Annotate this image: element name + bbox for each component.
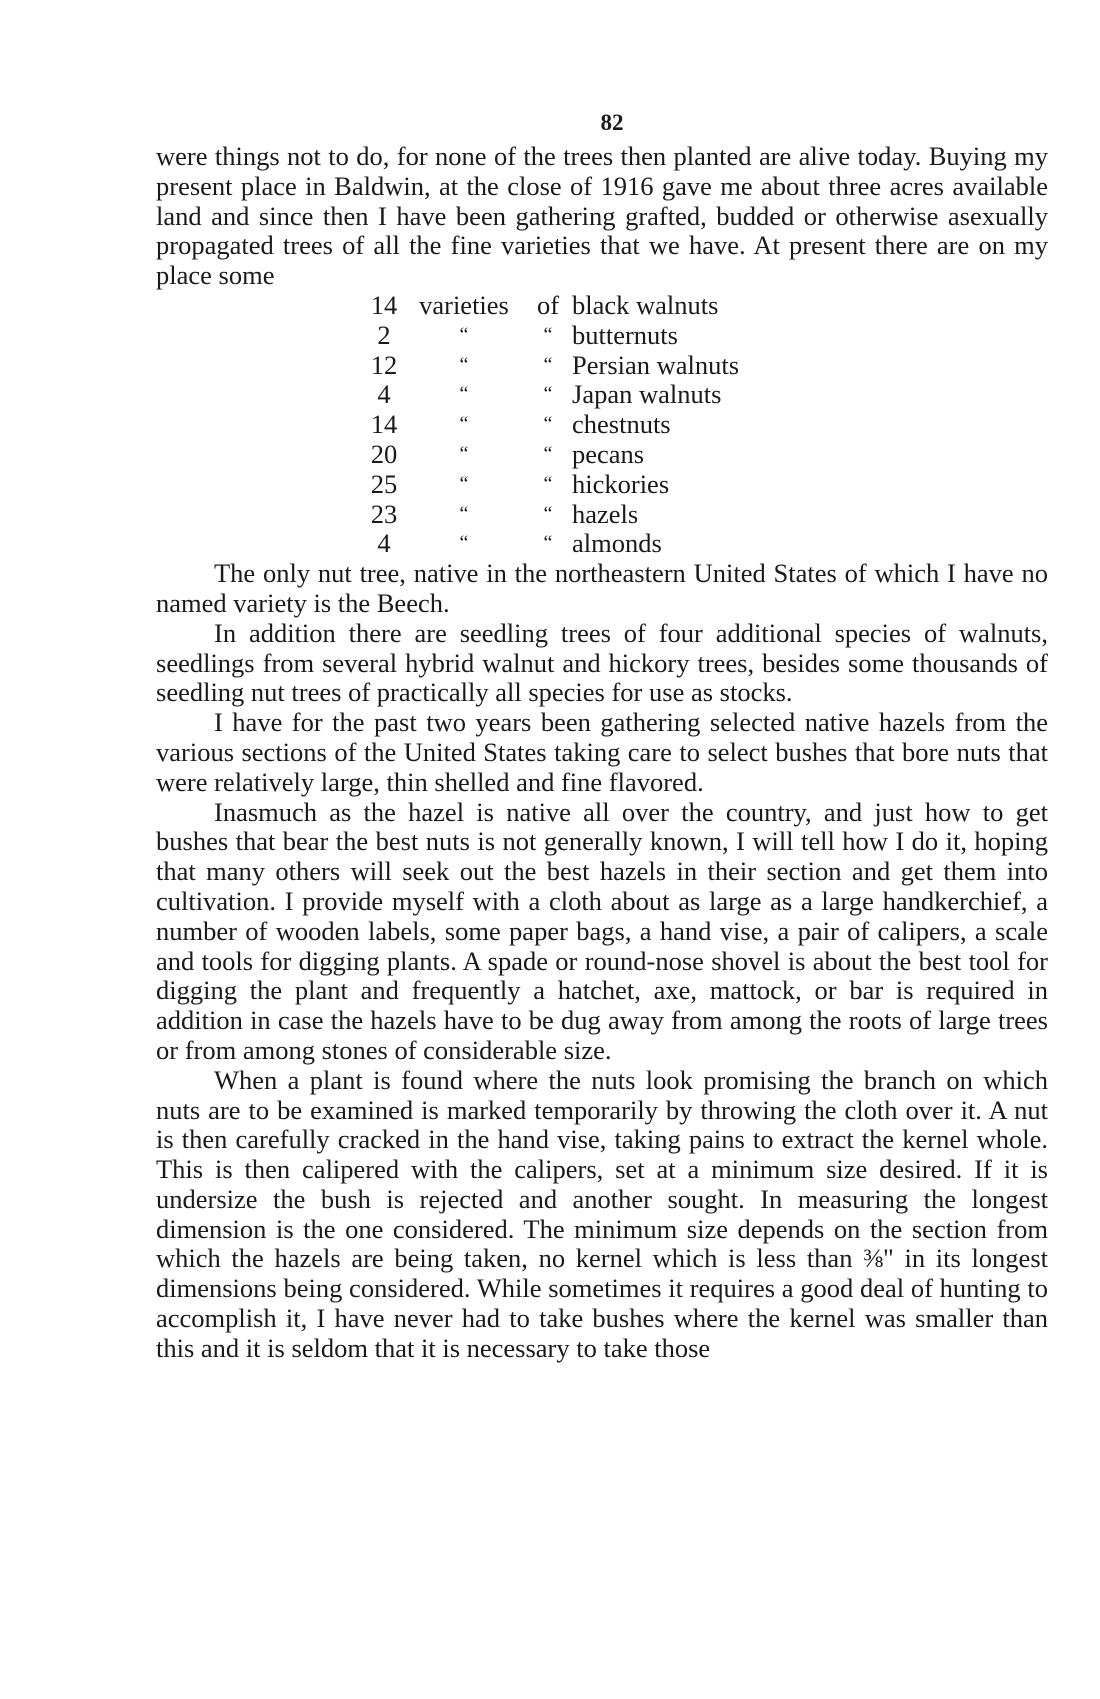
variety-row bbox=[364, 470, 1048, 500]
ditto-mark: “ bbox=[459, 353, 469, 376]
ditto-mark: “ bbox=[543, 532, 553, 555]
variety-name: hazels bbox=[572, 498, 639, 529]
ditto-mark: “ bbox=[459, 502, 469, 525]
ditto-mark: “ bbox=[543, 323, 553, 346]
ditto-mark: “ bbox=[459, 472, 469, 495]
variety-count: 23 bbox=[370, 498, 398, 529]
paragraph-beech: The only nut tree, native in the northeastern United States of which I have no named variety is the Beech. bbox=[156, 558, 1048, 618]
ditto-mark: “ bbox=[543, 413, 553, 436]
variety-row bbox=[364, 351, 1048, 381]
ditto-mark: “ bbox=[459, 442, 469, 465]
variety-word: varieties bbox=[419, 289, 509, 320]
ditto-mark: “ bbox=[543, 383, 553, 406]
document-page bbox=[156, 110, 1048, 1364]
intro-paragraph: were things not to do, for none of the trees then planted are alive today. Buying my present place in Baldwin, at the close of 1916 gave me about three acres available land and since then I have been gathering grafted, budded or otherwise asexually propagated trees of all the fine varieties that we have. At present there are on my place some bbox=[156, 141, 1048, 291]
variety-name: chestnuts bbox=[572, 409, 671, 440]
paragraph-seedlings: In addition there are seedling trees of four additional species of walnuts, seedlings from several hybrid walnut and hickory trees, besides some thousands of seedling nut trees of practically all species for use as stocks. bbox=[156, 617, 1048, 708]
variety-row bbox=[364, 321, 1048, 351]
ditto-mark: “ bbox=[543, 442, 553, 465]
ditto-mark: “ bbox=[459, 532, 469, 555]
variety-name: black walnuts bbox=[572, 289, 719, 320]
variety-name: pecans bbox=[572, 438, 645, 469]
variety-name: Japan walnuts bbox=[572, 379, 722, 410]
ditto-mark: “ bbox=[459, 413, 469, 436]
paragraph-examination: When a plant is found where the nuts look promising the branch on which nuts are to be examined is marked temporarily by throwing the cloth over it. A nut is then carefully cracked in the hand vise, taking pains to extract the kernel whole. This is then calipered with the calipers, set at a minimum size desired. If it is undersize the bush is rejected and another sought. In measuring the longest dimension is the one considered. The minimum size depends on the section from which the hazels are being taken, no kernel which is less than ⅜" in its longest dimensions being considered. While sometimes it requires a good deal of hunting to accomplish it, I have never had to take bushes where the kernel was smaller than this and it is seldom that it is necessary to take those bbox=[156, 1064, 1048, 1363]
ditto-mark: “ bbox=[543, 353, 553, 376]
ditto-mark: “ bbox=[459, 323, 469, 346]
variety-list bbox=[364, 291, 1048, 559]
variety-count: 25 bbox=[370, 468, 398, 499]
page-number: 82 bbox=[600, 110, 624, 135]
variety-row bbox=[364, 440, 1048, 470]
variety-name: almonds bbox=[572, 528, 662, 559]
variety-name: Persian walnuts bbox=[572, 349, 740, 380]
variety-count: 4 bbox=[377, 528, 391, 559]
variety-row bbox=[364, 500, 1048, 530]
ditto-mark: “ bbox=[543, 502, 553, 525]
paragraph-native-hazels: I have for the past two years been gathering selected native hazels from the various sections of the United States taking care to select bushes that bore nuts that were relatively large, thin shelled and fine flavored. bbox=[156, 707, 1048, 797]
variety-count: 14 bbox=[370, 409, 398, 440]
variety-row bbox=[364, 410, 1048, 440]
variety-count: 12 bbox=[370, 349, 398, 380]
variety-of: of bbox=[536, 289, 560, 320]
variety-name: butternuts bbox=[572, 319, 678, 350]
variety-count: 4 bbox=[377, 379, 391, 410]
ditto-mark: “ bbox=[459, 383, 469, 406]
variety-row bbox=[364, 291, 1048, 321]
variety-row bbox=[364, 380, 1048, 410]
ditto-mark: “ bbox=[543, 472, 553, 495]
variety-count: 14 bbox=[370, 289, 398, 320]
variety-row bbox=[364, 529, 1048, 559]
variety-count: 20 bbox=[370, 438, 398, 469]
paragraph-method: Inasmuch as the hazel is native all over the country, and just how to get bushes that bear the best nuts is not generally known, I will tell how I do it, hoping that many others will seek out the best hazels in their section and get them into cultivation. I provide myself with a cloth about as large as a large handkerchief, a number of wooden labels, some paper bags, a hand vise, a pair of calipers, a scale and tools for digging plants. A spade or round-nose shovel is about the best tool for digging the plant and frequently a hatchet, axe, mattock, or bar is required in addition in case the hazels have to be dug away from among the roots of large trees or from among stones of considerable size. bbox=[156, 796, 1048, 1065]
variety-count: 2 bbox=[377, 319, 391, 350]
variety-name: hickories bbox=[572, 468, 670, 499]
